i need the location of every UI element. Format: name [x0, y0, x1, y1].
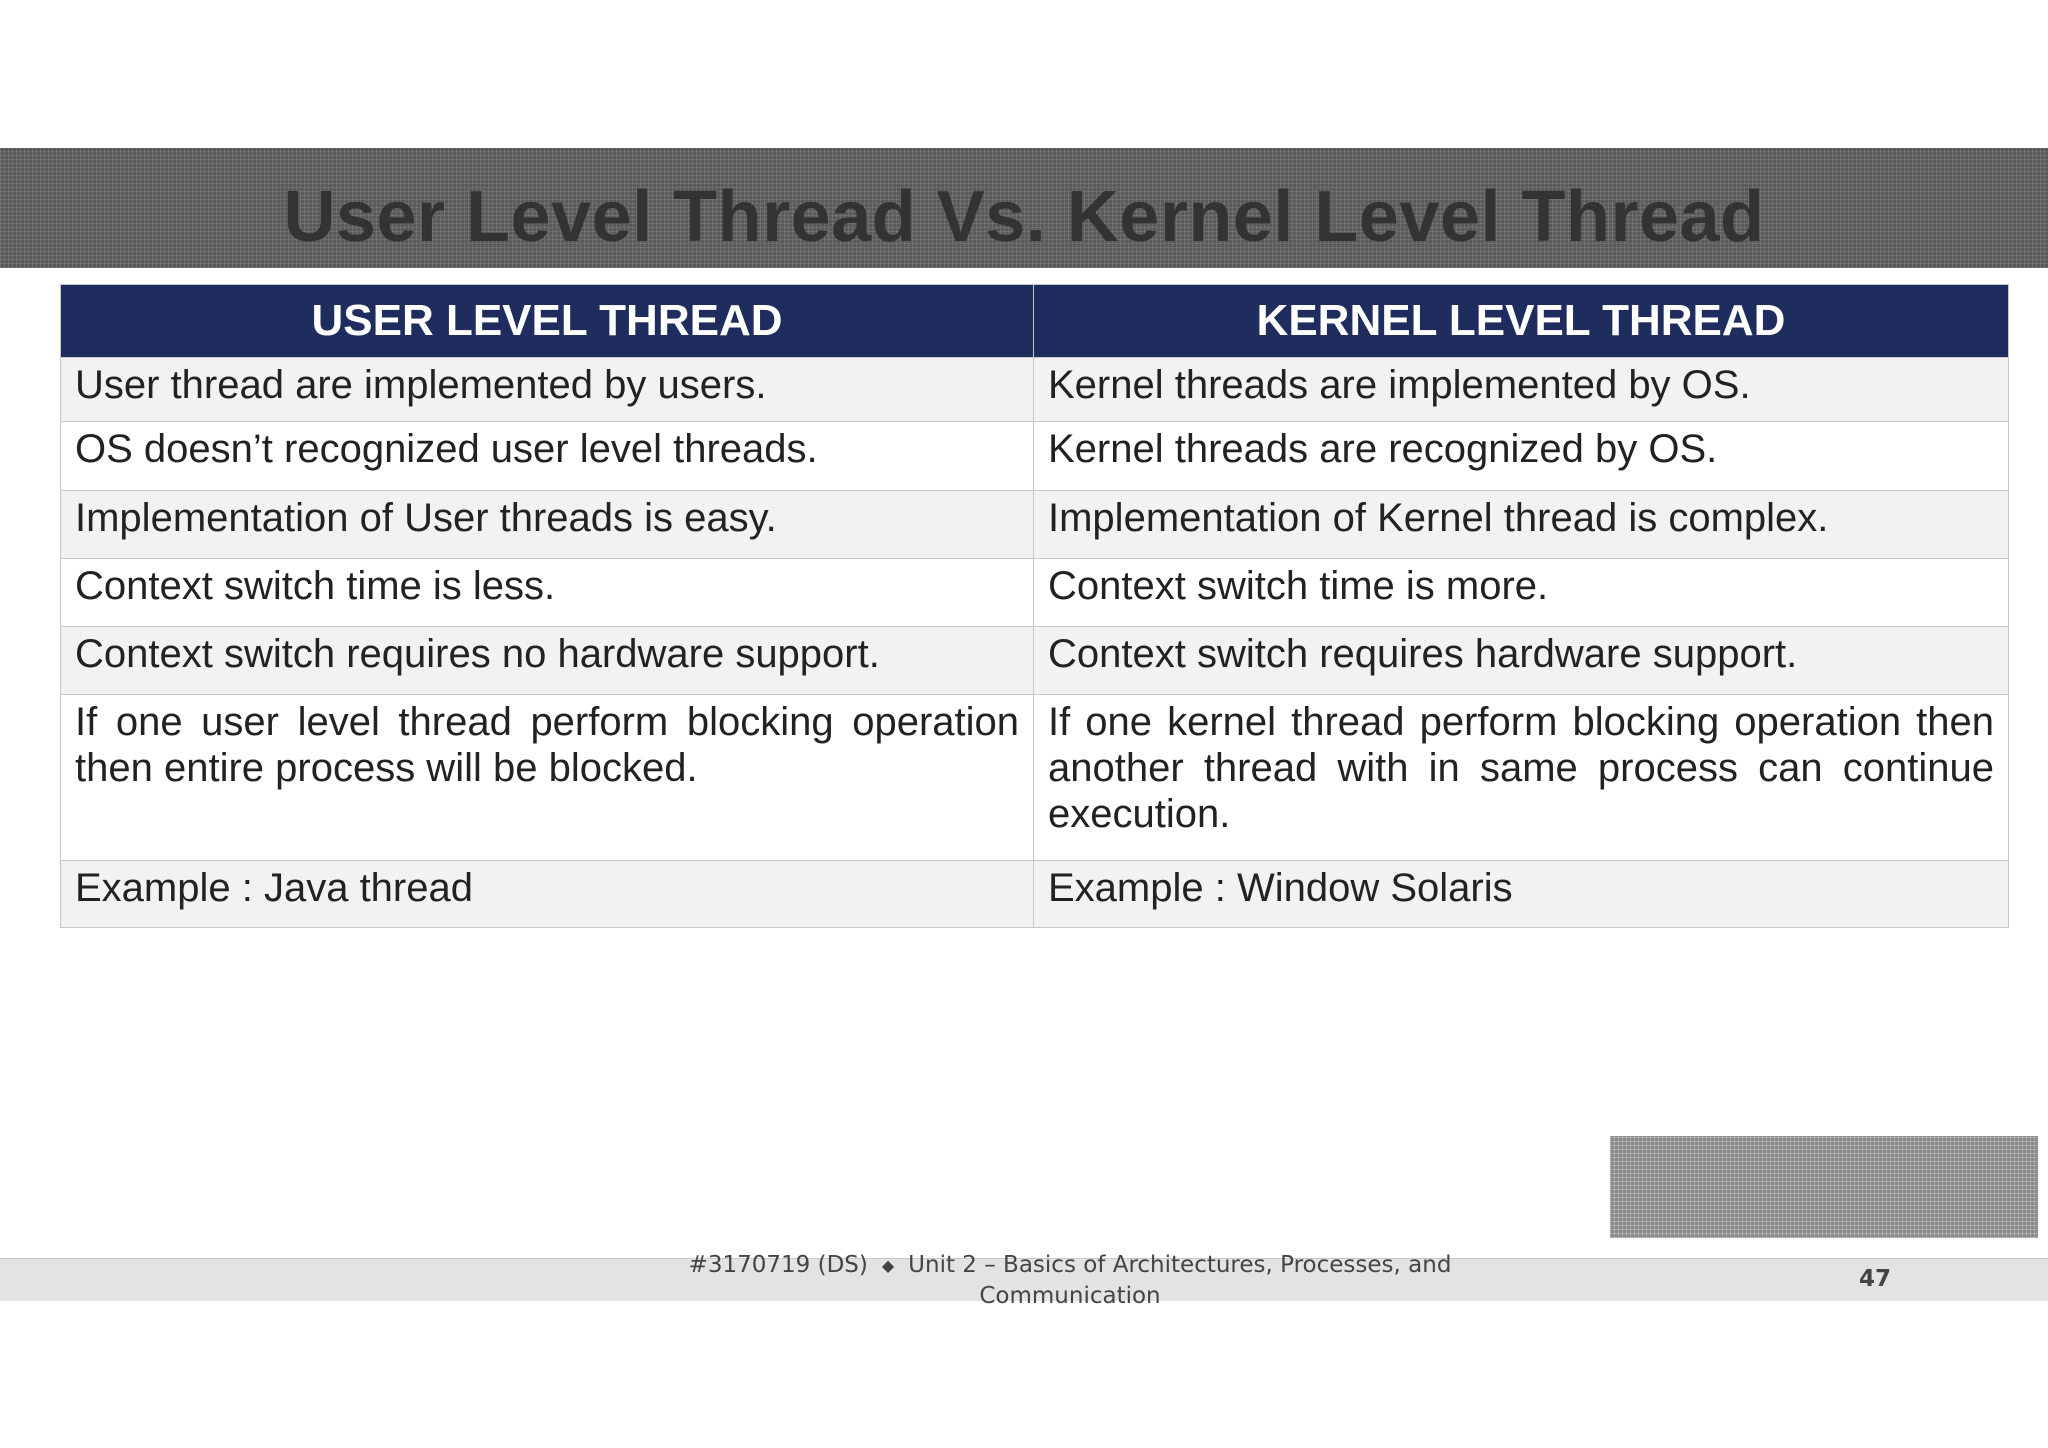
table-row: [61, 559, 2009, 627]
header-user-level-thread: USER LEVEL THREAD: [61, 285, 1034, 358]
table-row: [61, 695, 2009, 861]
kernel-thread-cell: Kernel threads are recognized by OS.: [1034, 422, 2009, 491]
footer-course-code: #3170719 (DS): [688, 1252, 868, 1278]
table-header-row: [61, 285, 2009, 358]
comparison-table: [60, 284, 2009, 928]
table-row: [61, 422, 2009, 491]
table-row: [61, 358, 2009, 422]
kernel-thread-cell: Context switch time is more.: [1034, 559, 2009, 627]
user-thread-cell: Implementation of User threads is easy.: [61, 491, 1034, 559]
footer-unit-line2: Communication: [979, 1282, 1161, 1309]
kernel-thread-cell: Context switch requires hardware support.: [1034, 627, 2009, 695]
user-thread-cell: Example : Java thread: [61, 861, 1034, 928]
table-row: [61, 627, 2009, 695]
footer-unit-line1: Unit 2 – Basics of Architectures, Processes, and: [908, 1252, 1452, 1278]
footer-course-info: [650, 1250, 1490, 1311]
user-thread-cell: If one user level thread perform blocking operation then entire process will be blocked.: [61, 695, 1034, 861]
kernel-thread-cell: Kernel threads are implemented by OS.: [1034, 358, 2009, 422]
slide-title: User Level Thread Vs. Kernel Level Thread: [283, 177, 1765, 257]
logo-placeholder: [1610, 1136, 2038, 1238]
user-thread-cell: OS doesn’t recognized user level threads.: [61, 422, 1034, 491]
kernel-thread-cell: If one kernel thread perform blocking operation then another thread with in same process can continue execution.: [1034, 695, 2009, 861]
table-row: [61, 861, 2009, 928]
kernel-thread-cell: Example : Window Solaris: [1034, 861, 2009, 928]
user-thread-cell: Context switch requires no hardware support.: [61, 627, 1034, 695]
user-thread-cell: Context switch time is less.: [61, 559, 1034, 627]
user-thread-cell: User thread are implemented by users.: [61, 358, 1034, 422]
diamond-separator-icon: ◆: [881, 1255, 895, 1275]
table-row: [61, 491, 2009, 559]
page-number: 47: [1858, 1266, 1891, 1292]
kernel-thread-cell: Implementation of Kernel thread is complex.: [1034, 491, 2009, 559]
header-kernel-level-thread: KERNEL LEVEL THREAD: [1034, 285, 2009, 358]
